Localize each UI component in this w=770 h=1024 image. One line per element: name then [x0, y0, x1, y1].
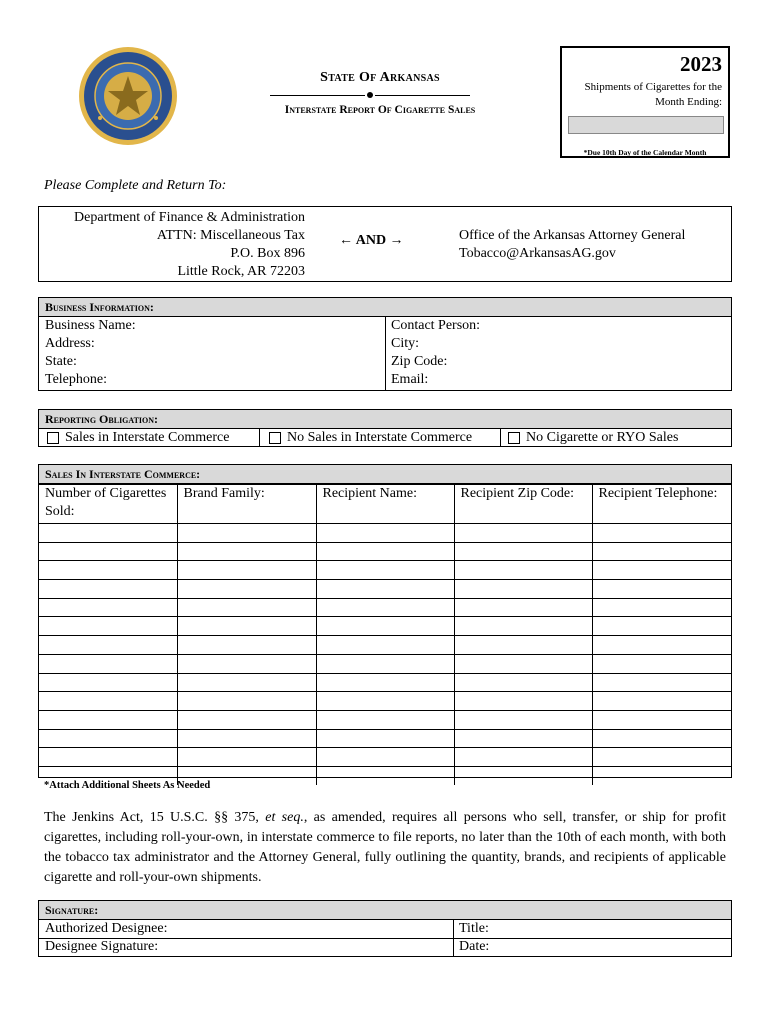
year-box — [560, 46, 730, 158]
contact-person-field[interactable]: Contact Person: — [391, 318, 481, 333]
dfa-line: Little Rock, AR 72203 — [177, 264, 305, 279]
table-row — [39, 524, 731, 543]
table-row — [39, 654, 731, 673]
table-cell[interactable] — [39, 598, 177, 617]
return-address-box — [38, 206, 732, 282]
table-row — [39, 561, 731, 580]
option-no-cigarette-ryo[interactable] — [508, 429, 678, 447]
attach-note: *Attach Additional Sheets As Needed — [44, 780, 211, 791]
and-label: ← AND → — [339, 233, 404, 248]
table-cell[interactable] — [316, 654, 454, 673]
table-cell[interactable] — [177, 654, 316, 673]
table-cell[interactable] — [316, 598, 454, 617]
table-cell[interactable] — [177, 580, 316, 599]
shipments-label: Shipments of Cigarettes for the Month Ending: — [584, 81, 722, 108]
table-row — [39, 673, 731, 692]
table-cell[interactable] — [316, 729, 454, 748]
business-row — [39, 335, 731, 353]
table-cell[interactable] — [39, 673, 177, 692]
designee-signature-field[interactable]: Designee Signature: — [45, 939, 159, 954]
option-sales-interstate[interactable] — [47, 429, 229, 447]
section-heading: Reporting Obligation: — [39, 410, 731, 429]
column-header: Number of Cigarettes Sold: — [39, 485, 177, 524]
table-cell[interactable] — [177, 673, 316, 692]
table-cell[interactable] — [454, 542, 592, 561]
reporting-obligation-section — [38, 409, 732, 447]
table-cell[interactable] — [454, 654, 592, 673]
return-to-heading: Please Complete and Return To: — [44, 178, 227, 193]
title-divider — [270, 92, 470, 98]
jenkins-text: , as amended, requires all persons who sell, transfer, or ship for profit cigarettes, including roll-your-own, in interstate commerce to file reports, no later than the 10th of each month, with both the tobacco tax administrator and the Attorney General, fully outlining the quantity, brands, and recipients of applicable cigarette and roll-your-own shipments. — [44, 810, 726, 885]
table-row — [39, 710, 731, 729]
section-heading: Signature: — [39, 901, 731, 920]
table-cell[interactable] — [316, 636, 454, 655]
attorney-general-seal — [78, 46, 178, 146]
city-field[interactable]: City: — [391, 336, 420, 351]
title-field[interactable]: Title: — [459, 921, 489, 936]
table-cell[interactable] — [316, 580, 454, 599]
table-cell[interactable] — [39, 692, 177, 711]
page-title: State Of Arkansas — [320, 70, 440, 85]
table-cell[interactable] — [316, 542, 454, 561]
signature-row — [39, 938, 731, 956]
table-cell[interactable] — [592, 524, 731, 543]
table-cell[interactable] — [592, 561, 731, 580]
table-cell[interactable] — [177, 729, 316, 748]
table-cell[interactable] — [316, 748, 454, 767]
table-cell[interactable] — [177, 748, 316, 767]
table-cell[interactable] — [454, 673, 592, 692]
table-cell[interactable] — [39, 710, 177, 729]
table-cell[interactable] — [39, 524, 177, 543]
table-cell[interactable] — [316, 524, 454, 543]
table-cell[interactable] — [316, 710, 454, 729]
column-header: Recipient Name: — [316, 485, 454, 524]
business-row — [39, 317, 731, 335]
table-cell[interactable] — [39, 729, 177, 748]
table-cell[interactable] — [39, 561, 177, 580]
business-row — [39, 353, 731, 371]
email-field[interactable]: Email: — [391, 372, 429, 387]
option-no-sales-interstate[interactable] — [269, 429, 472, 447]
table-cell[interactable] — [316, 561, 454, 580]
table-cell[interactable] — [39, 748, 177, 767]
ag-line: Office of the Arkansas Attorney General — [459, 228, 686, 243]
table-cell[interactable] — [316, 766, 454, 784]
table-cell[interactable] — [454, 598, 592, 617]
table-cell[interactable] — [177, 524, 316, 543]
jenkins-et-seq: et seq. — [265, 810, 304, 825]
table-cell[interactable] — [454, 748, 592, 767]
table-row — [39, 542, 731, 561]
column-header: Brand Family: — [177, 485, 316, 524]
jenkins-act-paragraph — [44, 808, 726, 888]
due-note: *Due 10th Day of the Calendar Month — [583, 148, 707, 157]
table-row — [39, 636, 731, 655]
table-cell[interactable] — [454, 580, 592, 599]
table-cell[interactable] — [454, 710, 592, 729]
table-cell[interactable] — [177, 636, 316, 655]
table-cell[interactable] — [454, 692, 592, 711]
table-row — [39, 729, 731, 748]
ag-address — [459, 227, 685, 263]
table-cell[interactable] — [592, 617, 731, 636]
table-cell[interactable] — [316, 673, 454, 692]
table-cell[interactable] — [454, 729, 592, 748]
zip-code-field[interactable]: Zip Code: — [391, 354, 448, 369]
business-name-field[interactable]: Business Name: — [45, 318, 136, 333]
table-cell[interactable] — [592, 766, 731, 784]
column-header: Recipient Telephone: — [592, 485, 731, 524]
table-cell[interactable] — [592, 673, 731, 692]
dfa-line: P.O. Box 896 — [230, 246, 305, 261]
business-information-section — [38, 297, 732, 391]
table-cell[interactable] — [454, 636, 592, 655]
table-cell[interactable] — [39, 580, 177, 599]
table-cell[interactable] — [592, 748, 731, 767]
table-cell[interactable] — [454, 766, 592, 784]
table-cell[interactable] — [39, 542, 177, 561]
table-cell[interactable] — [316, 617, 454, 636]
table-cell[interactable] — [454, 524, 592, 543]
dfa-line: Department of Finance & Administration — [74, 210, 305, 225]
signature-section — [38, 900, 732, 957]
jenkins-text: The Jenkins Act, 15 U.S.C. §§ 375, — [44, 810, 266, 825]
table-row — [39, 748, 731, 767]
ag-email[interactable]: Tobacco@ArkansasAG.gov — [459, 246, 616, 261]
table-cell[interactable] — [316, 692, 454, 711]
checkbox-icon[interactable] — [269, 432, 281, 444]
table-cell[interactable] — [177, 692, 316, 711]
option-label: No Cigarette or RYO Sales — [526, 430, 679, 445]
table-cell[interactable] — [592, 598, 731, 617]
authorized-designee-field[interactable]: Authorized Designee: — [45, 921, 168, 936]
table-cell[interactable] — [592, 636, 731, 655]
signature-row — [39, 920, 731, 938]
table-row — [39, 692, 731, 711]
table-cell[interactable] — [39, 654, 177, 673]
telephone-field[interactable]: Telephone: — [45, 372, 107, 387]
dfa-line: ATTN: Miscellaneous Tax — [156, 228, 305, 243]
checkbox-icon[interactable] — [508, 432, 520, 444]
table-cell[interactable] — [177, 542, 316, 561]
table-cell[interactable] — [177, 561, 316, 580]
table-cell[interactable] — [592, 692, 731, 711]
table-cell[interactable] — [454, 561, 592, 580]
table-cell[interactable] — [39, 636, 177, 655]
table-cell[interactable] — [592, 580, 731, 599]
table-cell[interactable] — [592, 729, 731, 748]
table-row — [39, 617, 731, 636]
page-subtitle: Interstate Report Of Cigarette Sales — [284, 104, 476, 116]
dfa-address — [74, 209, 305, 281]
form-title-block — [230, 70, 530, 116]
year-label: 2023 — [680, 52, 722, 76]
section-heading: Sales In Interstate Commerce: — [39, 465, 731, 484]
table-cell[interactable] — [177, 617, 316, 636]
table-cell[interactable] — [177, 598, 316, 617]
month-ending-field[interactable] — [568, 116, 724, 134]
date-field[interactable]: Date: — [459, 939, 490, 954]
state-field[interactable]: State: — [45, 354, 77, 369]
table-header-row — [39, 485, 731, 524]
table-cell[interactable] — [592, 654, 731, 673]
checkbox-icon[interactable] — [47, 432, 59, 444]
option-label: Sales in Interstate Commerce — [65, 430, 230, 445]
table-row — [39, 580, 731, 599]
table-cell[interactable] — [592, 710, 731, 729]
table-row — [39, 598, 731, 617]
address-field[interactable]: Address: — [45, 336, 95, 351]
table-cell[interactable] — [177, 710, 316, 729]
section-heading: Business Information: — [39, 298, 731, 317]
sales-table — [39, 484, 731, 785]
table-cell[interactable] — [39, 617, 177, 636]
table-cell[interactable] — [592, 542, 731, 561]
table-cell[interactable] — [454, 617, 592, 636]
column-header: Recipient Zip Code: — [454, 485, 592, 524]
sales-interstate-section — [38, 464, 732, 778]
business-row — [39, 371, 731, 389]
option-label: No Sales in Interstate Commerce — [287, 430, 473, 445]
